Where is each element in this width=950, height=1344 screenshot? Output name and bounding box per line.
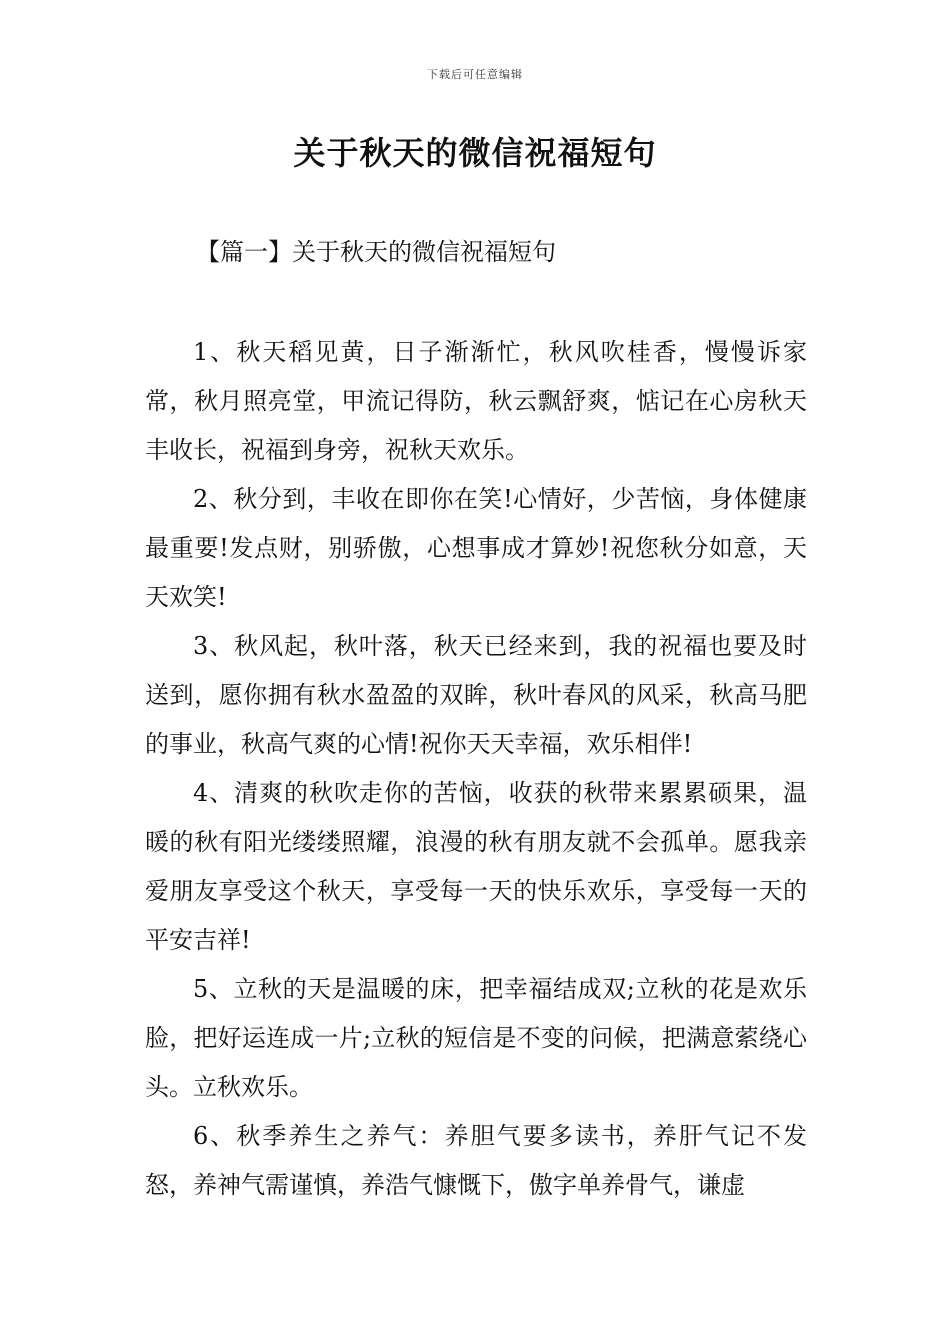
header-note: 下载后可任意编辑 <box>427 68 523 81</box>
paragraph-6: 6、秋季养生之养气：养胆气要多读书，养肝气记不发怒，养神气需谨慎，养浩气慷慨下，傲字单养骨气，谦虚 <box>145 1122 807 1199</box>
document-title: 关于秋天的微信祝福短句 <box>293 134 657 172</box>
paragraph-4: 4、清爽的秋吹走你的苦恼，收获的秋带来累累硕果，温暖的秋有阳光缕缕照耀，浪漫的秋有朋友就不会孤单。愿我亲爱朋友享受这个秋天，享受每一天的快乐欢乐，享受每一天的平安吉祥! <box>145 779 807 954</box>
paragraph-1: 1、秋天稻见黄，日子渐渐忙，秋风吹桂香，慢慢诉家常，秋月照亮堂，甲流记得防，秋云飘舒爽，惦记在心房秋天丰收长，祝福到身旁，祝秋天欢乐。 <box>145 338 807 464</box>
document-body <box>145 328 807 1210</box>
paragraph-5: 5、立秋的天是温暖的床，把幸福结成双;立秋的花是欢乐脸，把好运连成一片;立秋的短信是不变的问候，把满意萦绕心头。立秋欢乐。 <box>145 975 807 1101</box>
section-heading: 【篇一】关于秋天的微信祝福短句 <box>196 238 556 266</box>
paragraph-3: 3、秋风起，秋叶落，秋天已经来到，我的祝福也要及时送到，愿你拥有秋水盈盈的双眸，秋叶春风的风采，秋高马肥的事业，秋高气爽的心情!祝你天天幸福，欢乐相伴! <box>145 632 807 758</box>
paragraph-2: 2、秋分到，丰收在即你在笑!心情好，少苦恼，身体健康最重要!发点财，别骄傲，心想事成才算妙!祝您秋分如意，天天欢笑! <box>145 485 807 611</box>
